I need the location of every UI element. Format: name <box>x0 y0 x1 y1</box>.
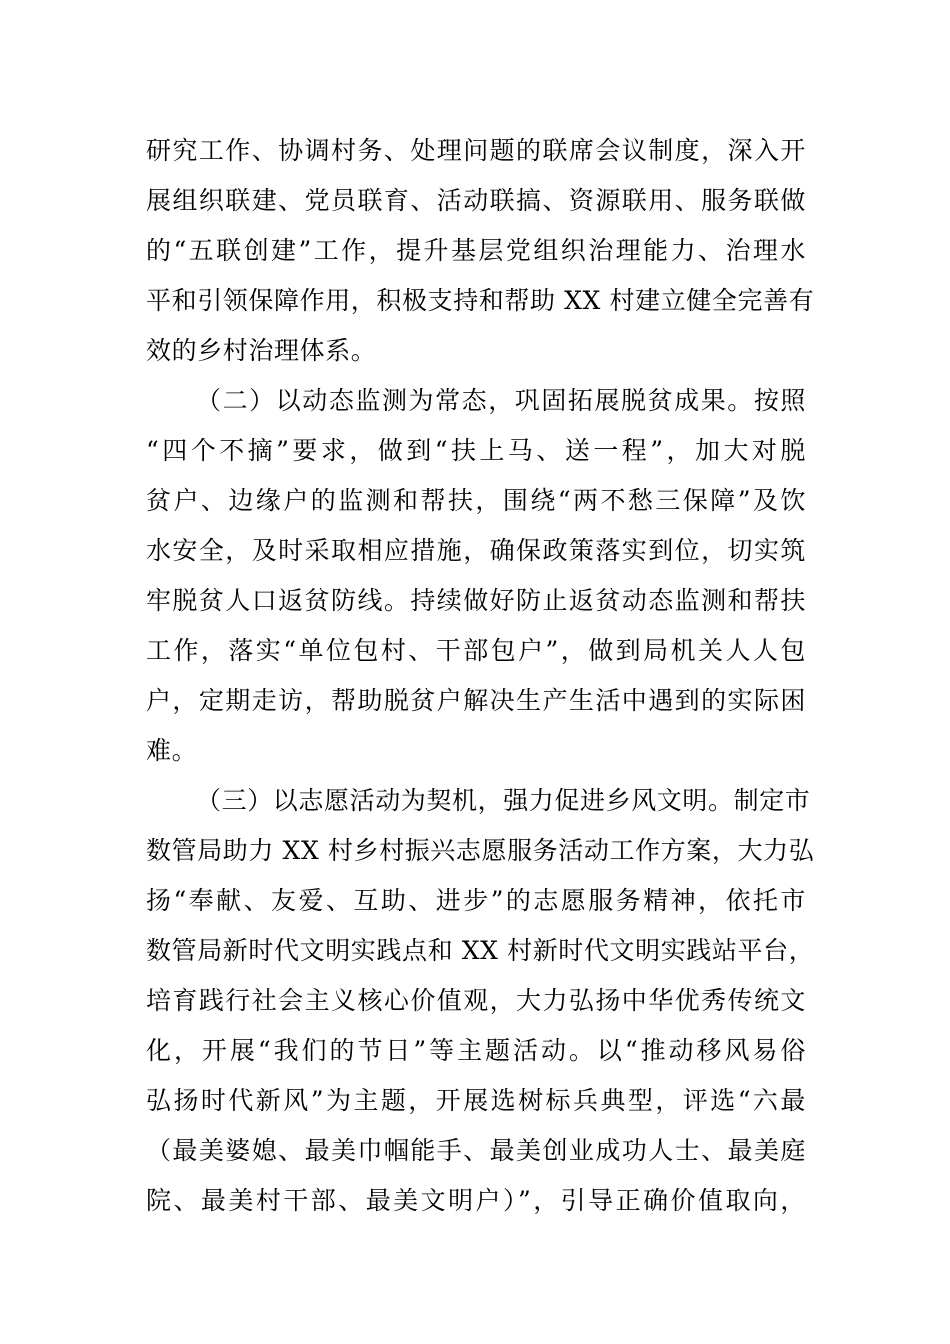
text-line: 户，定期走访，帮助脱贫户解决生产生活中遇到的实际困 <box>146 686 806 715</box>
text-line: 院、最美村干部、最美文明户）”，引导正确价值取向， <box>146 1186 806 1215</box>
text-line: 水安全，及时采取相应措施，确保政策落实到位，切实筑 <box>146 536 806 565</box>
text-line: 扬“奉献、友爱、互助、进步”的志愿服务精神，依托市 <box>146 886 806 915</box>
text-line: 数管局助力 XX 村乡村振兴志愿服务活动工作方案，大力弘 <box>146 836 815 865</box>
text-line: “四个不摘”要求，做到“扶上马、送一程”，加大对脱 <box>146 436 806 465</box>
text-line: 的“五联创建”工作，提升基层党组织治理能力、治理水 <box>146 236 806 265</box>
document-body-text <box>146 126 815 1226</box>
text-line: 数管局新时代文明实践点和 XX 村新时代文明实践站平台， <box>146 936 815 965</box>
text-line: 难。 <box>146 736 198 765</box>
text-line: 平和引领保障作用，积极支持和帮助 XX 村建立健全完善有 <box>146 286 815 315</box>
section-heading-line: （三）以志愿活动为契机，强力促进乡风文明。制定市 <box>196 786 811 815</box>
text-line: 效的乡村治理体系。 <box>146 336 377 365</box>
text-line: 展组织联建、党员联育、活动联搞、资源联用、服务联做 <box>146 186 806 215</box>
text-line: （最美婆媳、最美巾帼能手、最美创业成功人士、最美庭 <box>146 1136 806 1165</box>
text-line: 研究工作、协调村务、处理问题的联席会议制度，深入开 <box>146 136 806 165</box>
text-line: 牢脱贫人口返贫防线。持续做好防止返贫动态监测和帮扶 <box>146 586 806 615</box>
text-line: 化，开展“我们的节日”等主题活动。以“推动移风易俗 <box>146 1036 806 1065</box>
text-line: 弘扬时代新风”为主题，开展选树标兵典型，评选“六最 <box>146 1086 806 1115</box>
section-heading-line: （二）以动态监测为常态，巩固拓展脱贫成果。按照 <box>196 386 806 415</box>
text-line: 贫户、边缘户的监测和帮扶，围绕“两不愁三保障”及饮 <box>146 486 806 515</box>
text-line: 培育践行社会主义核心价值观，大力弘扬中华优秀传统文 <box>146 986 806 1015</box>
text-line: 工作，落实“单位包村、干部包户”，做到局机关人人包 <box>146 636 806 665</box>
